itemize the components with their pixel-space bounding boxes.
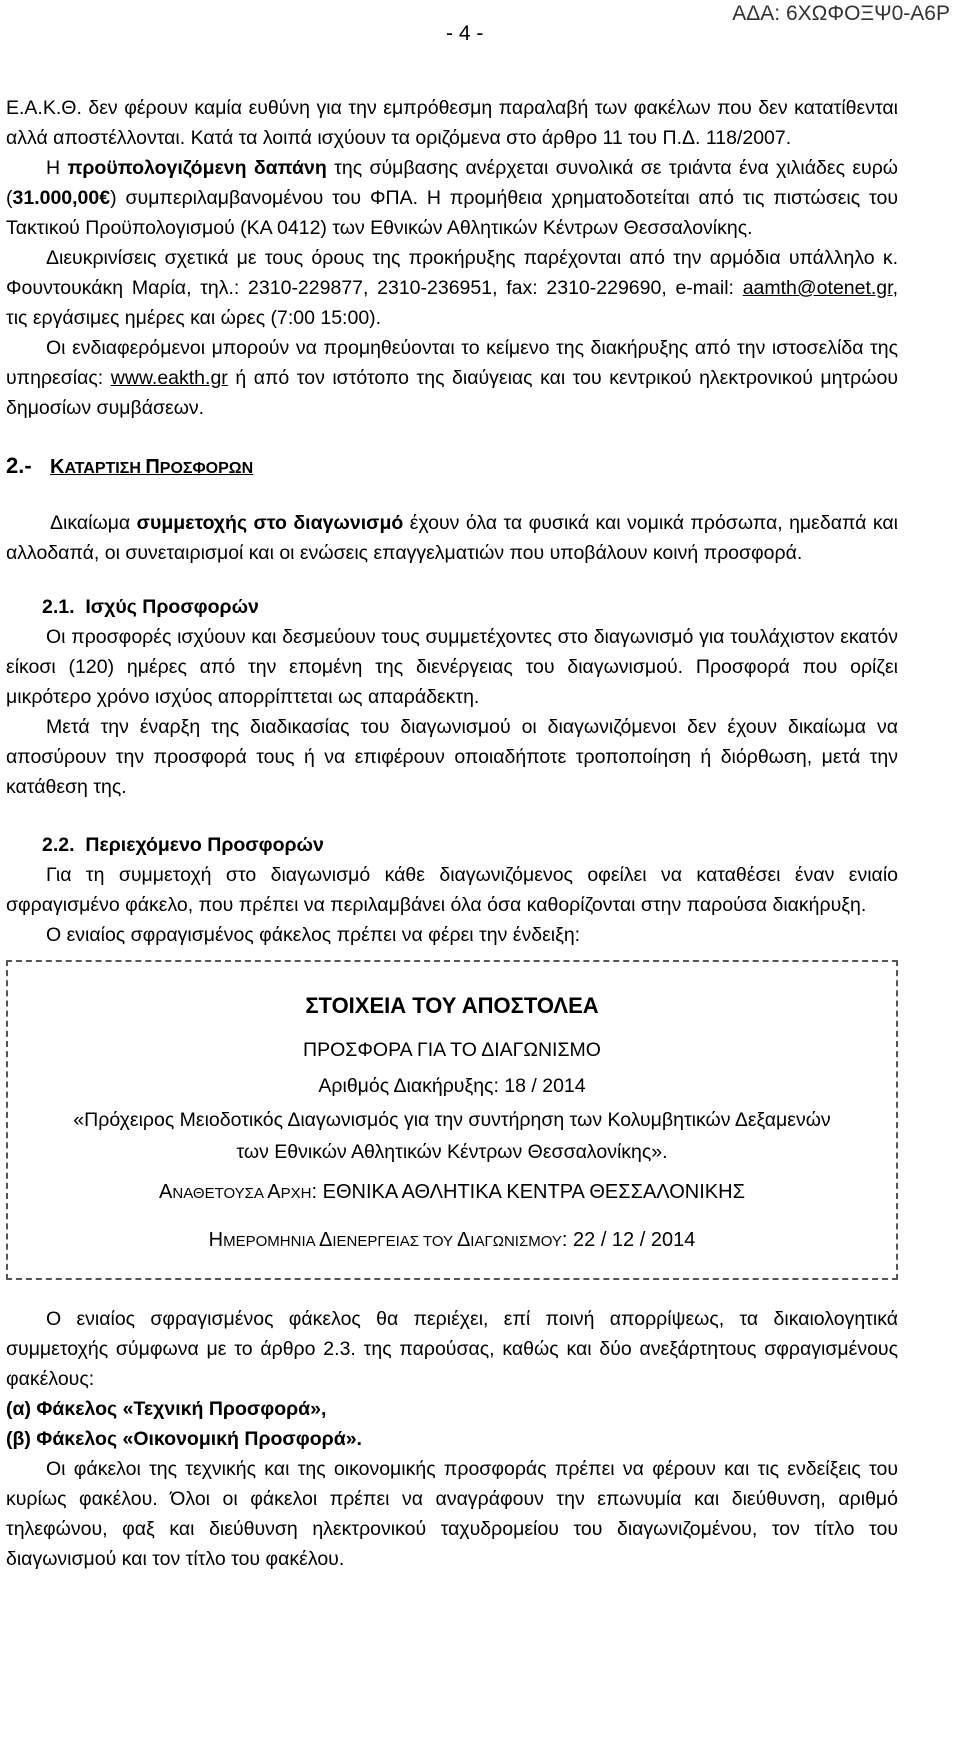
section-title: Ισχύς Προσφορών: [85, 596, 259, 618]
section-title: Περιεχόμενο Προσφορών: [85, 834, 324, 856]
text: έχουν όλα τα φυσικά και νομικά πρόσωπα, ημεδαπά και αλλοδαπά, οι συνεταιρισμοί και οι ενώσεις επαγγελματιών που υποβάλουν κοινή προσφορά.: [6, 512, 898, 564]
closing-item-a: (α) Φάκελος «Τεχνική Προσφορά»,: [6, 1398, 327, 1420]
section-2-paragraph: [6, 508, 898, 568]
title-cap: Π: [145, 456, 160, 478]
section-title: [50, 456, 254, 478]
section-2-heading: [6, 451, 898, 484]
text: Η: [46, 157, 68, 179]
spacer: [6, 484, 898, 508]
intro-paragraph-3: [6, 243, 898, 333]
cap: Α: [159, 1181, 173, 1203]
text: της σύμβασης ανέρχεται συνολικά σε τριάντα ένα χιλιάδες ευρώ (: [6, 157, 899, 209]
smallcaps: ΝΑΘΕΤΟΥΣΑ: [172, 1185, 268, 1202]
envelope-line-3: «Πρόχειρος Μειοδοτικός Διαγωνισμός για την συντήρηση των Κολυμβητικών Δεξαμενών των Εθνικών Αθλητικών Κέντρων Θεσσαλονίκης».: [73, 1109, 831, 1163]
envelope-label-box: [6, 960, 898, 1280]
section-2-1-paragraph-1: Οι προσφορές ισχύουν και δεσμεύουν τους συμμετέχοντες στο διαγωνισμό για τουλάχιστον εκατόν είκοσι (120) ημέρες από την επομένη της διενέργειας του διαγωνισμού. Προσφορά που ορίζει μικρότερο χρόνο ισχύος απορρίπτεται ως απαράδεκτη.: [6, 626, 898, 708]
intro-paragraph-1: Ε.Α.Κ.Θ. δεν φέρουν καμία ευθύνη για την εμπρόθεσμη παραλαβή των φακέλων που δεν κατατίθενται αλλά αποστέλλονται. Κατά τα λοιπά ισχύουν τα οριζόμενα στο άρθρο 11 του Π.Δ. 118/2007.: [6, 97, 898, 149]
smallcaps: ΙΕΝΕΡΓΕΙΑΣ ΤΟΥ: [332, 1233, 457, 1250]
spacer: [6, 423, 898, 451]
section-number: 2.-: [6, 453, 32, 478]
authority-value: : ΕΘΝΙΚΑ ΑΘΛΗΤΙΚΑ ΚΕΝΤΡΑ ΘΕΣΣΑΛΟΝΙΚΗΣ: [311, 1181, 745, 1203]
spacer: [6, 802, 898, 830]
cap: Α: [267, 1181, 281, 1203]
spacer: [6, 568, 898, 592]
text: ) συμπεριλαμβανομένου του ΦΠΑ. Η προμήθεια χρηματοδοτείται από τις πιστώσεις του Τακτικού Προϋπολογισμού (ΚΑ 0412) των Εθνικών Αθλητικών Κέντρων Θεσσαλονίκης.: [6, 187, 898, 239]
document-body: [6, 93, 898, 1574]
section-2-1-paragraph-2: Μετά την έναρξη της διαδικασίας του διαγωνισμού οι διαγωνιζόμενοι δεν έχουν δικαίωμα να αποσύρουν την προσφορά τους ή να επιφέρουν οποιαδήποτε τροποποίηση ή διόρθωση, μετά την κατάθεση της.: [6, 716, 898, 798]
email-link[interactable]: aamth@otenet.gr: [742, 277, 893, 299]
amount: 31.000,00€: [12, 187, 111, 209]
ada-code: ΑΔΑ: 6ΧΩΦΟΞΨ0-Α6Ρ: [732, 2, 950, 25]
closing-paragraph-1: Ο ενιαίος σφραγισμένος φάκελος θα περιέχει, επί ποινή απορρίψεως, τα δικαιολογητικά συμμετοχής σύμφωνα με το άρθρο 2.3. της παρούσας, καθώς και δύο ανεξάρτητους σφραγισμένους φακέλους:: [6, 1308, 898, 1390]
envelope-line-2: Αριθμός Διακήρυξης: 18 / 2014: [318, 1075, 586, 1097]
closing-paragraph-2: Οι φάκελοι της τεχνικής και της οικονομικής προσφοράς πρέπει να φέρουν και τις ενδείξεις του κυρίως φακέλου. Όλοι οι φάκελοι πρέπει να αναγράφουν την επωνυμία και διεύθυνση, αριθμό τηλεφώνου, φαξ και διεύθυνση ηλεκτρονικού ταχυδρομείου του διαγωνιζομένου, τον τίτλο του διαγωνισμού και τον τίτλο του φακέλου.: [6, 1458, 898, 1570]
envelope-title: ΣΤΟΙΧΕΙΑ ΤΟΥ ΑΠΟΣΤΟΛΕΑ: [305, 993, 599, 1018]
intro-paragraph-2: [6, 153, 898, 243]
page-number: - 4 -: [446, 22, 484, 45]
section-2-1-heading: [6, 592, 898, 622]
smallcaps: ΙΑΓΩΝΙΣΜΟΥ: [470, 1233, 562, 1250]
contracting-authority: [8, 1174, 896, 1212]
intro-paragraph-4: [6, 333, 898, 423]
date-value: : 22 / 12 / 2014: [561, 1229, 696, 1251]
title-cap: Κ: [50, 456, 65, 478]
text: , τις εργάσιμες ημέρες και ώρες (7:00 15:00).: [6, 277, 898, 329]
text: Οι ενδιαφερόμενοι μπορούν να προμηθεύονται το κείμενο της διακήρυξης από την ιστοσελίδα της υπηρεσίας:: [6, 337, 898, 389]
section-2-2-paragraph-2: Ο ενιαίος σφραγισμένος φάκελος πρέπει να φέρει την ένδειξη:: [46, 924, 581, 946]
text: Δικαίωμα: [50, 512, 137, 534]
envelope-line-1: ΠΡΟΣΦΟΡΑ ΓΙΑ ΤΟ ΔΙΑΓΩΝΙΣΜΟ: [303, 1039, 601, 1061]
text: Διευκρινίσεις σχετικά με τους όρους της προκήρυξης παρέχονται από την αρμόδια υπάλληλο κ. Φουντουκάκη Μαρία, τηλ.: 2310-229877, 2310-236951, fax: 2310-229690, e-mail:: [6, 247, 898, 299]
section-2-2-heading: [6, 830, 898, 860]
section-number: 2.1.: [42, 596, 75, 618]
closing-item-b: (β) Φάκελος «Οικονομική Προσφορά».: [6, 1428, 362, 1450]
tender-date: [8, 1222, 896, 1260]
bold-text: προϋπολογιζόμενη δαπάνη: [67, 157, 327, 179]
website-link[interactable]: www.eakth.gr: [110, 367, 228, 389]
spacer: [6, 1280, 898, 1304]
title-rest: ΑΤΑΡΤΙΣΗ: [64, 460, 146, 477]
cap: Η: [208, 1229, 224, 1251]
title-rest: ΡΟΣΦΟΡΩΝ: [159, 460, 254, 477]
text: ή από τον ιστότοπο της διαύγειας και του κεντρικού ηλεκτρονικού μητρώου δημοσίων συμβάσεων.: [6, 367, 898, 419]
section-2-2-paragraph-1: Για τη συμμετοχή στο διαγωνισμό κάθε διαγωνιζόμενος οφείλει να καταθέσει έναν ενιαίο σφραγισμένο φάκελο, που πρέπει να περιλαμβάνει όλα όσα καθορίζονται στην παρούσα διακήρυξη.: [6, 864, 898, 916]
smallcaps: ΡΧΗ: [280, 1185, 312, 1202]
cap: Δ: [456, 1229, 471, 1251]
bold-text: συμμετοχής στο διαγωνισμό: [136, 512, 404, 534]
smallcaps: ΜΕΡΟΜΗΝΙΑ: [223, 1233, 319, 1250]
cap: Δ: [318, 1229, 333, 1251]
section-number: 2.2.: [42, 834, 75, 856]
